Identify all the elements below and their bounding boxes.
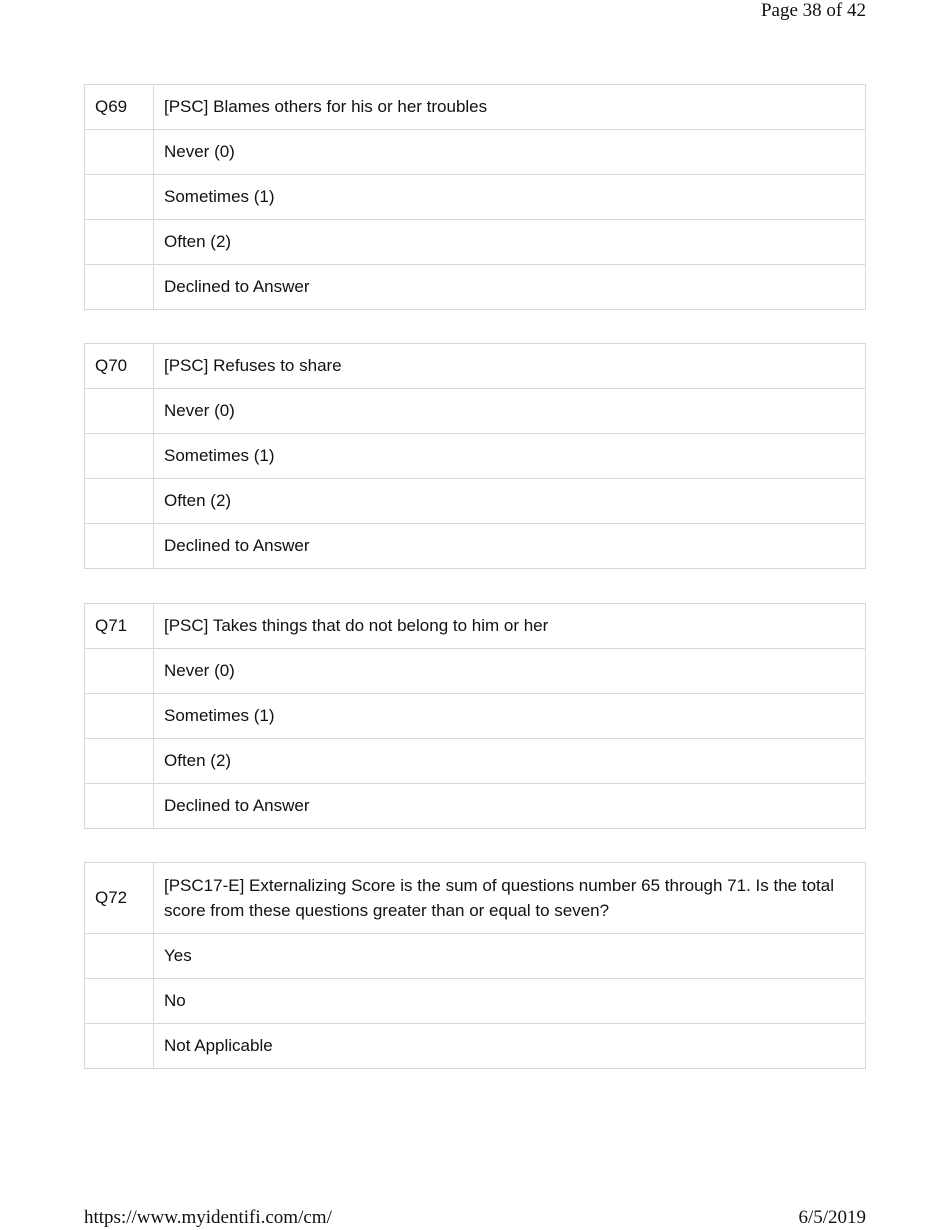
- option-spacer: [85, 784, 154, 829]
- option-spacer: [85, 694, 154, 739]
- option-spacer: [85, 649, 154, 694]
- footer-date: 6/5/2019: [798, 1207, 866, 1228]
- question-table-q72: [84, 862, 866, 1069]
- option-row: [85, 649, 866, 694]
- option-row: [85, 130, 866, 175]
- option-row: [85, 175, 866, 220]
- option-row: [85, 265, 866, 310]
- footer-url: https://www.myidentifi.com/cm/: [84, 1207, 332, 1228]
- answer-option: Often (2): [154, 739, 866, 784]
- question-table-q69: [84, 84, 866, 310]
- question-number: Q70: [85, 344, 154, 389]
- option-row: [85, 739, 866, 784]
- option-row: [85, 434, 866, 479]
- answer-option: Sometimes (1): [154, 175, 866, 220]
- answer-option: Declined to Answer: [154, 784, 866, 829]
- option-spacer: [85, 524, 154, 569]
- answer-option: Often (2): [154, 220, 866, 265]
- answer-option: Often (2): [154, 479, 866, 524]
- option-row: [85, 1024, 866, 1069]
- question-text: [PSC] Blames others for his or her troubles: [154, 85, 866, 130]
- question-row: [85, 85, 866, 130]
- question-text: [PSC] Takes things that do not belong to him or her: [154, 604, 866, 649]
- question-row: [85, 863, 866, 934]
- question-number: Q72: [85, 863, 154, 934]
- option-row: [85, 479, 866, 524]
- page-number: Page 38 of 42: [760, 0, 866, 21]
- question-table-q70: [84, 343, 866, 569]
- answer-option: Sometimes (1): [154, 434, 866, 479]
- option-row: [85, 389, 866, 434]
- answer-option: No: [154, 979, 866, 1024]
- question-number: Q71: [85, 604, 154, 649]
- option-spacer: [85, 265, 154, 310]
- question-table-q71: [84, 603, 866, 829]
- answer-option: Never (0): [154, 130, 866, 175]
- option-row: [85, 694, 866, 739]
- answer-option: Never (0): [154, 389, 866, 434]
- answer-option: Declined to Answer: [154, 524, 866, 569]
- answer-option: Sometimes (1): [154, 694, 866, 739]
- option-row: [85, 934, 866, 979]
- question-row: [85, 604, 866, 649]
- option-row: [85, 784, 866, 829]
- option-spacer: [85, 479, 154, 524]
- option-row: [85, 524, 866, 569]
- option-spacer: [85, 979, 154, 1024]
- answer-option: Declined to Answer: [154, 265, 866, 310]
- option-spacer: [85, 175, 154, 220]
- answer-option: Never (0): [154, 649, 866, 694]
- option-spacer: [85, 389, 154, 434]
- option-spacer: [85, 739, 154, 784]
- question-number: Q69: [85, 85, 154, 130]
- answer-option: Not Applicable: [154, 1024, 866, 1069]
- option-spacer: [85, 934, 154, 979]
- option-spacer: [85, 434, 154, 479]
- option-row: [85, 220, 866, 265]
- option-spacer: [85, 130, 154, 175]
- option-spacer: [85, 220, 154, 265]
- option-row: [85, 979, 866, 1024]
- question-text: [PSC] Refuses to share: [154, 344, 866, 389]
- question-row: [85, 344, 866, 389]
- question-text: [PSC17-E] Externalizing Score is the sum of questions number 65 through 71. Is the total score from these questions greater than or equal to seven?: [154, 863, 866, 934]
- answer-option: Yes: [154, 934, 866, 979]
- option-spacer: [85, 1024, 154, 1069]
